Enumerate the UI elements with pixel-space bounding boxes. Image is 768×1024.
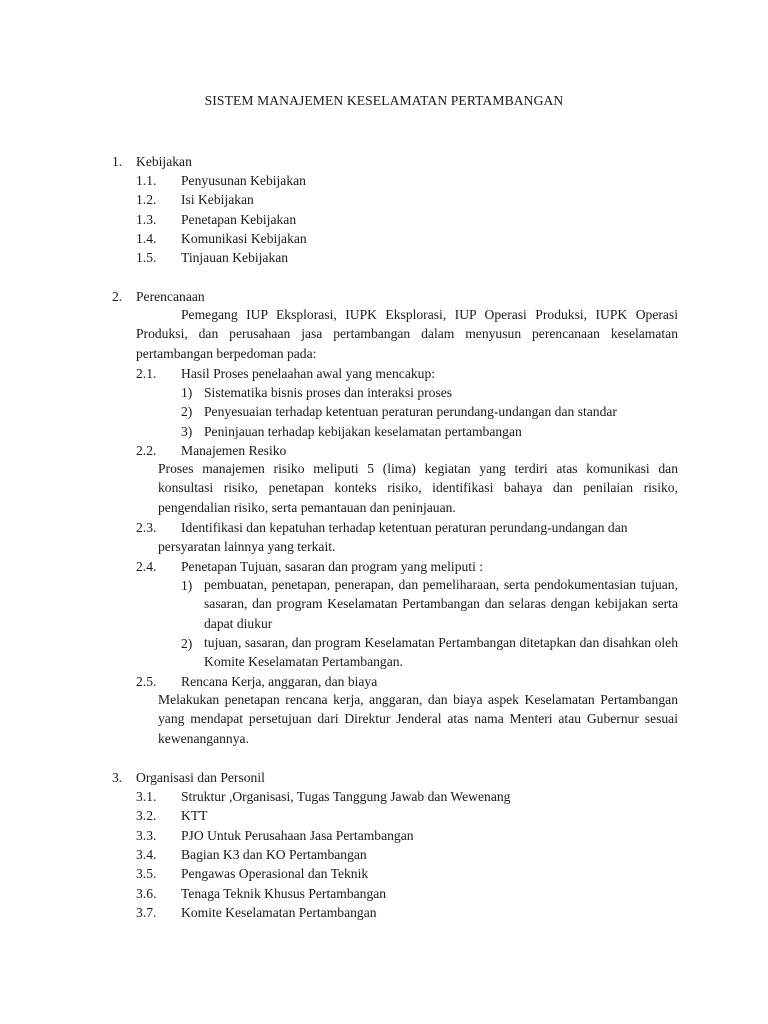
list-item: Tenaga Teknik Khusus Pertambangan <box>181 886 387 901</box>
list-item-number: 1.5. <box>136 250 157 265</box>
list-item-number: 3.3. <box>136 828 157 843</box>
subsection-number: 2.2. <box>136 443 157 458</box>
list-item: Bagian K3 dan KO Pertambangan <box>181 847 367 862</box>
subsection-continuation: persyaratan lainnya yang terkait. <box>158 539 336 554</box>
section-2-number: 2. <box>112 289 123 304</box>
subsection-body: Proses manajemen risiko meliputi 5 (lima) kegiatan yang terdiri atas komunikasi dan konsultasi risiko, penetapan konteks risiko, identifikasi bahaya dan penilaian risiko, pengendalian risiko, serta pemantauan dan peninjauan. <box>158 461 678 515</box>
subsection-heading: Hasil Proses penelaahan awal yang mencakup: <box>181 366 436 381</box>
list-item: Penyusunan Kebijakan <box>181 173 306 188</box>
list-item: Struktur ,Organisasi, Tugas Tanggung Jawab dan Wewenang <box>181 789 511 804</box>
list-item-number: 1.3. <box>136 212 157 227</box>
list-item-number: 3.4. <box>136 847 157 862</box>
list-item-number: 1.4. <box>136 231 157 246</box>
list-item: Pengawas Operasional dan Teknik <box>181 866 369 881</box>
list-item-number: 2) <box>181 636 193 651</box>
list-item-number: 3.7. <box>136 905 157 920</box>
list-item-number: 3) <box>181 424 193 439</box>
section-3-heading: Organisasi dan Personil <box>136 770 265 785</box>
list-item: Penetapan Kebijakan <box>181 212 297 227</box>
subsection-number: 2.1. <box>136 366 157 381</box>
subsection-heading: Rencana Kerja, anggaran, dan biaya <box>181 674 378 689</box>
subsection-heading: Penetapan Tujuan, sasaran dan program yang meliputi : <box>181 559 484 574</box>
subsection-number: 2.4. <box>136 559 157 574</box>
list-item-number: 2) <box>181 404 193 419</box>
subsection-body: Melakukan penetapan rencana kerja, anggaran, dan biaya aspek Keselamatan Pertambangan yang mendapat persetujuan dari Direktur Jenderal atas nama Menteri atau Gubernur sesuai kewenangannya. <box>158 692 678 746</box>
subsection-number: 2.5. <box>136 674 157 689</box>
section-3-number: 3. <box>112 770 123 785</box>
list-item: pembuatan, penetapan, penerapan, dan pemeliharaan, serta pendokumentasian tujuan, sasaran, dan program Keselamatan Pertambangan dan selaras dengan kebijakan serta dapat diukur <box>204 577 678 631</box>
list-item-number: 1.1. <box>136 173 157 188</box>
list-item-number: 3.2. <box>136 808 157 823</box>
list-item: Peninjauan terhadap kebijakan keselamatan pertambangan <box>204 424 522 439</box>
list-item: Tinjauan Kebijakan <box>181 250 289 265</box>
list-item-number: 1.2. <box>136 192 157 207</box>
subsection-number: 2.3. <box>136 520 157 535</box>
section-2-heading: Perencanaan <box>136 289 205 304</box>
list-item-number: 3.6. <box>136 886 157 901</box>
list-item: tujuan, sasaran, dan program Keselamatan Pertambangan ditetapkan dan disahkan oleh Komite Keselamatan Pertambangan. <box>204 635 678 670</box>
section-2-intro: Pemegang IUP Eksplorasi, IUPK Eksplorasi, IUP Operasi Produksi, IUPK Operasi Produksi, dan perusahaan jasa pertambangan dalam menyusun perencanaan keselamatan pertambangan berpedoman pada: <box>136 307 678 361</box>
list-item: KTT <box>181 808 208 823</box>
section-1-number: 1. <box>112 154 123 169</box>
list-item: Sistematika bisnis proses dan interaksi proses <box>204 385 453 400</box>
list-item-number: 1) <box>181 578 193 593</box>
list-item: Penyesuaian terhadap ketentuan peraturan perundang-undangan dan standar <box>204 404 617 419</box>
list-item-number: 3.5. <box>136 866 157 881</box>
document-title: SISTEM MANAJEMEN KESELAMATAN PERTAMBANGAN <box>204 93 564 108</box>
list-item: PJO Untuk Perusahaan Jasa Pertambangan <box>181 828 414 843</box>
section-1-heading: Kebijakan <box>136 154 192 169</box>
list-item-number: 1) <box>181 385 193 400</box>
list-item: Isi Kebijakan <box>181 192 254 207</box>
subsection-heading: Identifikasi dan kepatuhan terhadap ketentuan peraturan perundang-undangan dan <box>181 520 628 535</box>
list-item: Komunikasi Kebijakan <box>181 231 307 246</box>
list-item-number: 3.1. <box>136 789 157 804</box>
subsection-heading: Manajemen Resiko <box>181 443 287 458</box>
list-item: Komite Keselamatan Pertambangan <box>181 905 377 920</box>
